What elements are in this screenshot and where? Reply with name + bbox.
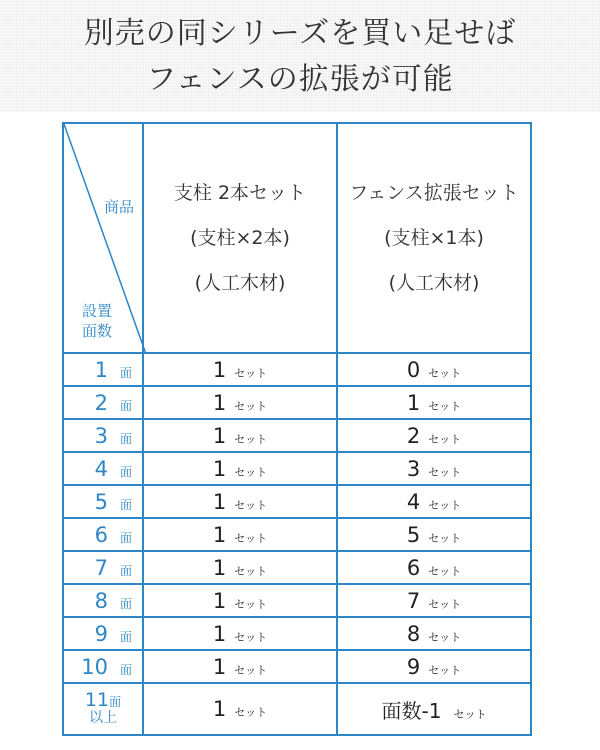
set-unit: セット — [428, 630, 462, 644]
product-header-extension-set — [337, 123, 531, 353]
set-unit: セット — [234, 366, 268, 380]
faces-number: 4 — [94, 456, 108, 481]
product-name: フェンス拡張セット — [349, 181, 519, 204]
product-material: (人工木材) — [194, 271, 286, 294]
faces-number: 11 — [84, 689, 110, 711]
set-unit: セット — [428, 399, 462, 413]
set-unit: セット — [234, 498, 268, 512]
faces-cell — [63, 485, 143, 518]
product-header-post-set — [143, 123, 337, 353]
table-row — [63, 617, 531, 650]
table-row — [63, 518, 531, 551]
set-unit: セット — [428, 498, 462, 512]
extension-set-count-cell — [337, 650, 531, 683]
faces-number: 9 — [94, 621, 108, 646]
faces-cell — [63, 617, 143, 650]
extension-set-count-cell — [337, 518, 531, 551]
faces-cell — [63, 452, 143, 485]
faces-cell — [63, 353, 143, 386]
faces-cell — [63, 518, 143, 551]
extension-set-count: 4 — [406, 489, 421, 514]
faces-number: 1 — [94, 357, 108, 382]
extension-set-count: 6 — [406, 555, 421, 580]
faces-unit: 面 — [119, 629, 132, 644]
extension-set-count: 1 — [406, 390, 421, 415]
set-unit: セット — [428, 564, 462, 578]
set-unit: セット — [234, 663, 268, 677]
extension-set-count: 9 — [406, 654, 421, 679]
post-set-count-cell — [143, 452, 337, 485]
faces-number: 2 — [94, 390, 108, 415]
table-header-row — [63, 123, 531, 353]
faces-unit: 面 — [109, 695, 122, 709]
post-set-count-cell — [143, 353, 337, 386]
post-set-count-cell — [143, 419, 337, 452]
post-set-count: 1 — [212, 489, 227, 514]
faces-unit: 面 — [119, 563, 132, 578]
header-title-line-2: フェンスの拡張が可能 — [146, 62, 454, 97]
set-unit: セット — [428, 531, 462, 545]
post-set-count: 1 — [212, 357, 227, 382]
set-count-table — [62, 122, 532, 736]
extension-set-count-cell — [337, 419, 531, 452]
extension-set-count: 0 — [406, 357, 421, 382]
faces-unit: 面 — [119, 530, 132, 545]
faces-cell — [63, 551, 143, 584]
post-set-count-cell — [143, 683, 337, 735]
set-unit: セット — [428, 366, 462, 380]
faces-unit: 面 — [119, 398, 132, 413]
faces-number: 6 — [94, 522, 108, 547]
header-banner — [0, 0, 600, 112]
faces-cell — [63, 386, 143, 419]
table-row — [63, 419, 531, 452]
post-set-count-cell — [143, 551, 337, 584]
table-row — [63, 584, 531, 617]
faces-suffix: 以上 — [89, 710, 117, 726]
set-unit: セット — [234, 465, 268, 479]
set-unit: セット — [234, 564, 268, 578]
extension-set-count-cell — [337, 551, 531, 584]
set-unit: セット — [234, 432, 268, 446]
post-set-count-cell — [143, 386, 337, 419]
product-detail: (支柱×2本) — [190, 226, 290, 249]
set-unit: セット — [428, 597, 462, 611]
faces-unit: 面 — [119, 497, 132, 512]
extension-set-count-cell — [337, 584, 531, 617]
faces-cell — [63, 683, 143, 735]
set-unit: セット — [234, 706, 268, 719]
table-body — [63, 353, 531, 683]
set-unit: セット — [234, 630, 268, 644]
set-unit: セット — [234, 399, 268, 413]
table-row — [63, 452, 531, 485]
post-set-count-cell — [143, 584, 337, 617]
header-title-line-1: 別売の同シリーズを買い足せば — [83, 16, 517, 51]
extension-set-count-cell — [337, 386, 531, 419]
faces-number: 5 — [94, 489, 108, 514]
corner-label-faces-line-2: 面数 — [82, 322, 113, 340]
faces-cell — [63, 419, 143, 452]
set-unit: セット — [453, 707, 487, 721]
product-name: 支柱 2本セット — [173, 181, 307, 204]
table-row — [63, 485, 531, 518]
table-row — [63, 353, 531, 386]
set-unit: セット — [428, 432, 462, 446]
table-row — [63, 386, 531, 419]
set-unit: セット — [234, 597, 268, 611]
faces-number: 10 — [81, 654, 108, 679]
faces-unit: 面 — [119, 662, 132, 677]
post-set-count: 1 — [212, 697, 227, 721]
post-set-count-cell — [143, 617, 337, 650]
post-set-count-cell — [143, 650, 337, 683]
faces-number: 3 — [94, 423, 108, 448]
corner-label-faces — [82, 301, 112, 341]
faces-number: 7 — [94, 555, 108, 580]
post-set-count: 1 — [212, 522, 227, 547]
post-set-count-cell — [143, 485, 337, 518]
post-set-count: 1 — [212, 588, 227, 613]
post-set-count: 1 — [212, 555, 227, 580]
post-set-count: 1 — [212, 456, 227, 481]
table-row-11-plus — [63, 683, 531, 735]
set-unit: セット — [428, 465, 462, 479]
extension-set-count-cell — [337, 617, 531, 650]
extension-set-count-cell — [337, 683, 531, 735]
set-unit: セット — [234, 531, 268, 545]
extension-set-count: 面数-1 — [381, 698, 442, 723]
faces-unit: 面 — [119, 365, 132, 380]
set-unit: セット — [428, 663, 462, 677]
post-set-count-cell — [143, 518, 337, 551]
faces-unit: 面 — [119, 464, 132, 479]
corner-label-product: 商品 — [103, 198, 134, 216]
product-detail: (支柱×1本) — [384, 226, 484, 249]
post-set-count: 1 — [212, 390, 227, 415]
extension-set-count: 2 — [406, 423, 421, 448]
corner-label-faces-line-1: 設置 — [82, 302, 113, 320]
extension-set-count-cell — [337, 452, 531, 485]
extension-set-count: 5 — [406, 522, 421, 547]
faces-cell — [63, 584, 143, 617]
table-row — [63, 650, 531, 683]
faces-cell — [63, 650, 143, 683]
extension-set-count-cell — [337, 353, 531, 386]
corner-cell — [63, 123, 143, 353]
extension-set-count: 7 — [406, 588, 421, 613]
extension-set-count-cell — [337, 485, 531, 518]
faces-unit: 面 — [119, 596, 132, 611]
table-row — [63, 551, 531, 584]
post-set-count: 1 — [212, 621, 227, 646]
post-set-count: 1 — [212, 423, 227, 448]
extension-set-count: 8 — [406, 621, 421, 646]
faces-number: 8 — [94, 588, 108, 613]
product-material: (人工木材) — [388, 271, 480, 294]
post-set-count: 1 — [212, 654, 227, 679]
extension-set-count: 3 — [406, 456, 421, 481]
faces-unit: 面 — [119, 431, 132, 446]
